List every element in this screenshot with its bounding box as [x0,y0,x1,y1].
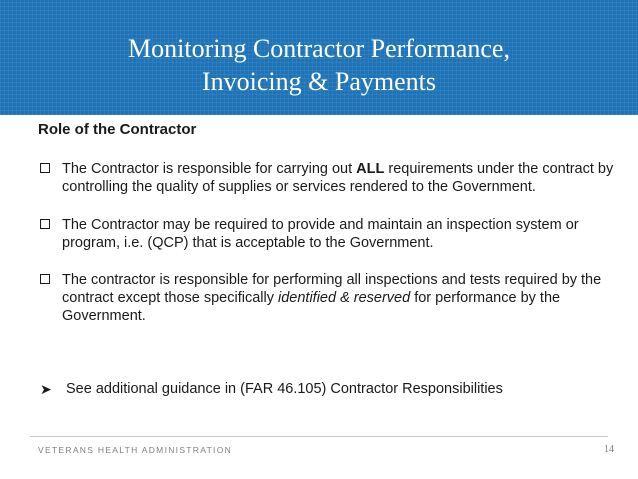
footer-divider [30,436,608,437]
slide-title [0,32,638,98]
bullet-1-emphasis: ALL [356,161,385,177]
bullet-item-1 [38,160,618,196]
slide-title-line-2: Invoicing & Payments [202,67,436,96]
bullet-3-text-post: for performance by the Government. [62,290,561,324]
bullet-1-text-post: requirements under the contract by controlling the quality of supplies or services rendered to the Government. [62,161,614,195]
bullet-2-text: The Contractor may be required to provide and maintain an inspection system or program, i.e. (QCP) that is acceptable to the Government. [62,217,579,251]
guidance-text: See additional guidance in (FAR 46.105) Contractor Responsibilities [66,381,503,397]
arrow-right-icon: ➤ [40,381,52,397]
bullet-3-text-pre: The contractor is responsible for performing all inspections and tests required by the contract except those specifically [62,272,602,306]
checkbox-icon [40,219,50,229]
bullet-item-2 [38,216,618,252]
page-number: 14 [604,444,614,455]
bullet-list [38,160,618,344]
footer-organization: VETERANS HEALTH ADMINISTRATION [38,445,233,455]
checkbox-icon [40,163,50,173]
slide-title-line-1: Monitoring Contractor Performance, [128,34,510,63]
bullet-1-text-pre: The Contractor is responsible for carrying out [62,161,357,177]
checkbox-icon [40,274,50,284]
section-subtitle: Role of the Contractor [38,121,197,138]
bullet-3-italic: identified & reserved [278,290,411,306]
bullet-item-3 [38,271,618,325]
guidance-item [38,380,618,398]
